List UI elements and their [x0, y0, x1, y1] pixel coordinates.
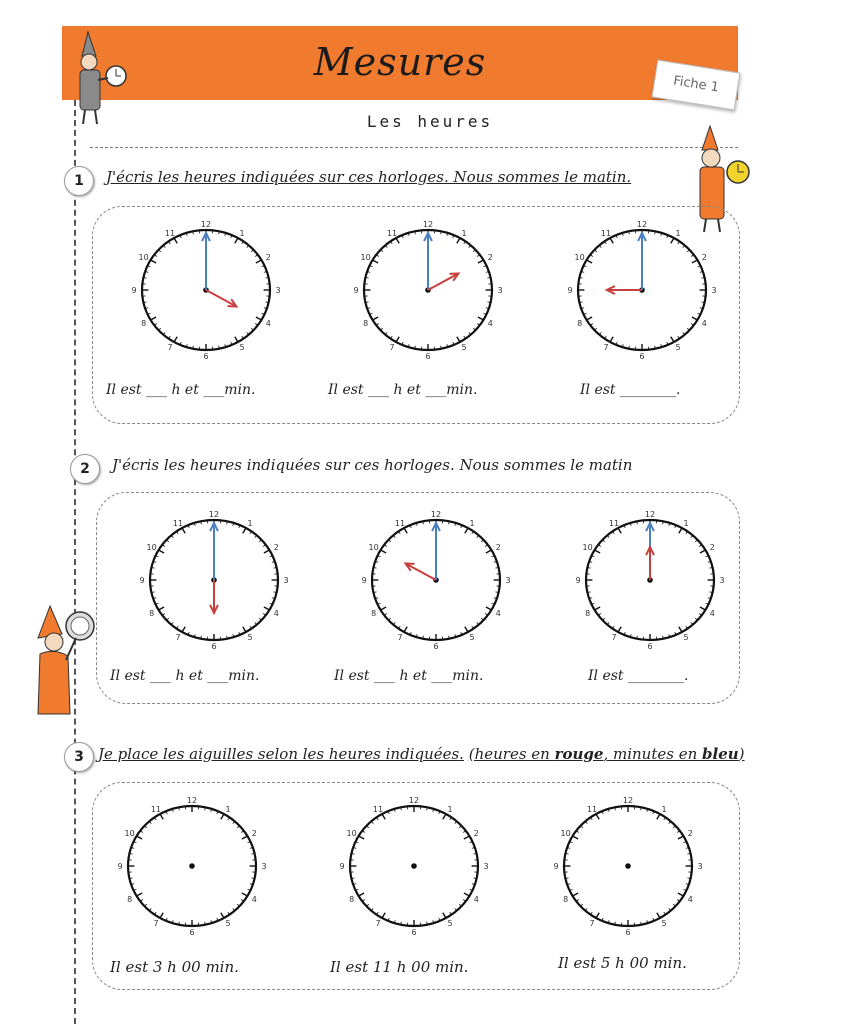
answer-2-3[interactable]: Il est ________. — [588, 668, 689, 684]
clock-numeral-10: 10 — [146, 543, 157, 552]
clock-numeral-8: 8 — [363, 319, 369, 328]
clock-numeral-5: 5 — [239, 343, 245, 353]
clock-numeral-2: 2 — [251, 829, 257, 838]
clock-numeral-4: 4 — [473, 895, 479, 904]
clock-numeral-11: 11 — [394, 518, 406, 528]
clock-numeral-1: 1 — [675, 228, 681, 238]
clock-numeral-11: 11 — [600, 228, 612, 238]
exercise-2-instruction: J'écris les heures indiquées sur ces horloges. Nous sommes le matin — [112, 456, 633, 474]
clock-numeral-1: 1 — [661, 804, 667, 814]
clock-2-1 — [139, 506, 289, 651]
clock-numeral-2: 2 — [709, 543, 715, 552]
clock-numeral-9: 9 — [553, 862, 559, 871]
clock-numeral-7: 7 — [175, 633, 181, 643]
clock-numeral-9: 9 — [575, 576, 581, 585]
clock-center — [625, 863, 631, 869]
clock-numeral-9: 9 — [131, 286, 137, 295]
clock-numeral-11: 11 — [586, 804, 598, 814]
clock-numeral-8: 8 — [141, 319, 147, 328]
clock-numeral-9: 9 — [117, 862, 123, 871]
clock-2-2 — [361, 506, 511, 651]
clock-numeral-5: 5 — [661, 919, 667, 929]
clock-numeral-10: 10 — [560, 829, 571, 838]
clock-numeral-7: 7 — [153, 919, 159, 929]
clock-numeral-11: 11 — [172, 518, 184, 528]
exercise-3-red-word: rouge — [554, 745, 604, 763]
clock-numeral-4: 4 — [265, 319, 271, 328]
clock-numeral-7: 7 — [167, 343, 173, 353]
clock-numeral-2: 2 — [701, 253, 707, 262]
answer-1-2[interactable]: Il est ___ h et ___min. — [328, 382, 478, 398]
clock-numeral-4: 4 — [687, 895, 693, 904]
answer-2-1[interactable]: Il est ___ h et ___min. — [110, 668, 260, 684]
margin-line — [74, 100, 76, 1024]
clock-numeral-5: 5 — [683, 633, 689, 643]
clock-numeral-6: 6 — [203, 352, 209, 361]
clock-numeral-3: 3 — [261, 862, 267, 871]
clock-numeral-12: 12 — [430, 510, 442, 519]
clock-numeral-1: 1 — [447, 804, 453, 814]
clock-numeral-6: 6 — [211, 642, 217, 651]
answer-1-1[interactable]: Il est ___ h et ___min. — [106, 382, 256, 398]
answer-3-2: Il est 11 h 00 min. — [330, 958, 469, 976]
clock-numeral-4: 4 — [709, 609, 715, 618]
clock-numeral-3: 3 — [497, 286, 503, 295]
clock-numeral-12: 12 — [186, 796, 198, 805]
clock-numeral-7: 7 — [589, 919, 595, 929]
clock-numeral-2: 2 — [495, 543, 501, 552]
clock-numeral-5: 5 — [461, 343, 467, 353]
exercise-3-number: 3 — [64, 742, 94, 772]
clock-numeral-11: 11 — [608, 518, 620, 528]
clock-numeral-10: 10 — [574, 253, 585, 262]
clock-numeral-8: 8 — [127, 895, 133, 904]
clock-3-2[interactable] — [339, 792, 489, 937]
clock-numeral-4: 4 — [487, 319, 493, 328]
clock-numeral-5: 5 — [469, 633, 475, 643]
exercise-1-number: 1 — [64, 166, 94, 196]
wizard-character-icon — [78, 30, 134, 128]
clock-numeral-8: 8 — [585, 609, 591, 618]
clock-numeral-12: 12 — [408, 796, 420, 805]
clock-numeral-8: 8 — [349, 895, 355, 904]
clock-3-1[interactable] — [117, 792, 267, 937]
page-title: Mesures — [313, 40, 487, 84]
clock-numeral-12: 12 — [200, 220, 212, 229]
clock-numeral-7: 7 — [611, 633, 617, 643]
clock-numeral-2: 2 — [265, 253, 271, 262]
clock-numeral-7: 7 — [389, 343, 395, 353]
clock-numeral-4: 4 — [495, 609, 501, 618]
subtitle-divider — [90, 147, 738, 148]
clock-numeral-6: 6 — [189, 928, 195, 937]
clock-numeral-3: 3 — [483, 862, 489, 871]
clock-numeral-6: 6 — [425, 352, 431, 361]
clock-numeral-2: 2 — [487, 253, 493, 262]
clock-numeral-2: 2 — [273, 543, 279, 552]
answer-1-3[interactable]: Il est ________. — [580, 382, 681, 398]
clock-numeral-12: 12 — [644, 510, 656, 519]
clock-numeral-6: 6 — [433, 642, 439, 651]
clock-numeral-3: 3 — [711, 286, 717, 295]
clock-numeral-7: 7 — [397, 633, 403, 643]
clock-numeral-11: 11 — [386, 228, 398, 238]
clock-numeral-10: 10 — [346, 829, 357, 838]
answer-2-2[interactable]: Il est ___ h et ___min. — [334, 668, 484, 684]
clock-1-3 — [567, 216, 717, 361]
clock-numeral-3: 3 — [505, 576, 511, 585]
clock-numeral-2: 2 — [473, 829, 479, 838]
clock-numeral-7: 7 — [603, 343, 609, 353]
clock-numeral-9: 9 — [139, 576, 145, 585]
exercise-3-paren-open: (heures en — [468, 745, 555, 763]
clock-numeral-1: 1 — [683, 518, 689, 528]
clock-numeral-8: 8 — [563, 895, 569, 904]
clock-numeral-3: 3 — [719, 576, 725, 585]
clock-numeral-8: 8 — [577, 319, 583, 328]
clock-numeral-9: 9 — [339, 862, 345, 871]
clock-3-3[interactable] — [553, 792, 703, 937]
clock-numeral-10: 10 — [360, 253, 371, 262]
clock-center — [411, 863, 417, 869]
clock-numeral-9: 9 — [361, 576, 367, 585]
clock-numeral-12: 12 — [636, 220, 648, 229]
clock-numeral-1: 1 — [247, 518, 253, 528]
clock-2-3 — [575, 506, 725, 651]
clock-numeral-11: 11 — [164, 228, 176, 238]
clock-numeral-4: 4 — [273, 609, 279, 618]
clock-numeral-5: 5 — [247, 633, 253, 643]
clock-numeral-1: 1 — [469, 518, 475, 528]
clock-numeral-1: 1 — [225, 804, 231, 814]
clock-numeral-12: 12 — [422, 220, 434, 229]
answer-3-3: Il est 5 h 00 min. — [558, 954, 687, 972]
clock-numeral-8: 8 — [371, 609, 377, 618]
exercise-3-paren-close: ) — [738, 745, 745, 763]
fiche-tag: Fiche 1 — [652, 60, 741, 111]
clock-center — [189, 863, 195, 869]
clock-numeral-10: 10 — [582, 543, 593, 552]
clock-numeral-3: 3 — [283, 576, 289, 585]
clock-numeral-10: 10 — [124, 829, 135, 838]
exercise-3-middle: , minutes en — [603, 745, 703, 763]
clock-numeral-5: 5 — [447, 919, 453, 929]
clock-numeral-6: 6 — [647, 642, 653, 651]
exercise-1-instruction: J'écris les heures indiquées sur ces horloges. Nous sommes le matin. — [106, 168, 632, 186]
clock-numeral-12: 12 — [622, 796, 634, 805]
clock-numeral-4: 4 — [701, 319, 707, 328]
clock-numeral-1: 1 — [461, 228, 467, 238]
exercise-3-instruction — [98, 745, 745, 763]
clock-numeral-5: 5 — [675, 343, 681, 353]
exercise-2-number: 2 — [70, 454, 100, 484]
clock-1-2 — [353, 216, 503, 361]
clock-numeral-4: 4 — [251, 895, 257, 904]
clock-numeral-6: 6 — [625, 928, 631, 937]
clock-numeral-7: 7 — [375, 919, 381, 929]
clock-1-1 — [131, 216, 281, 361]
clock-numeral-11: 11 — [372, 804, 384, 814]
page-subtitle: Les heures — [366, 112, 494, 131]
exercise-3-blue-word: bleu — [702, 745, 739, 763]
clock-numeral-3: 3 — [697, 862, 703, 871]
clock-numeral-3: 3 — [275, 286, 281, 295]
clock-numeral-9: 9 — [567, 286, 573, 295]
wizard-mirror-character-icon — [36, 604, 100, 716]
clock-numeral-2: 2 — [687, 829, 693, 838]
exercise-3-instruction-main: Je place les aiguilles selon les heures indiquées. — [98, 745, 464, 763]
answer-3-1: Il est 3 h 00 min. — [110, 958, 239, 976]
clock-numeral-8: 8 — [149, 609, 155, 618]
clock-numeral-9: 9 — [353, 286, 359, 295]
clock-numeral-6: 6 — [639, 352, 645, 361]
clock-numeral-10: 10 — [138, 253, 149, 262]
clock-numeral-5: 5 — [225, 919, 231, 929]
clock-numeral-10: 10 — [368, 543, 379, 552]
clock-numeral-6: 6 — [411, 928, 417, 937]
clock-numeral-1: 1 — [239, 228, 245, 238]
clock-numeral-11: 11 — [150, 804, 162, 814]
clock-numeral-12: 12 — [208, 510, 220, 519]
